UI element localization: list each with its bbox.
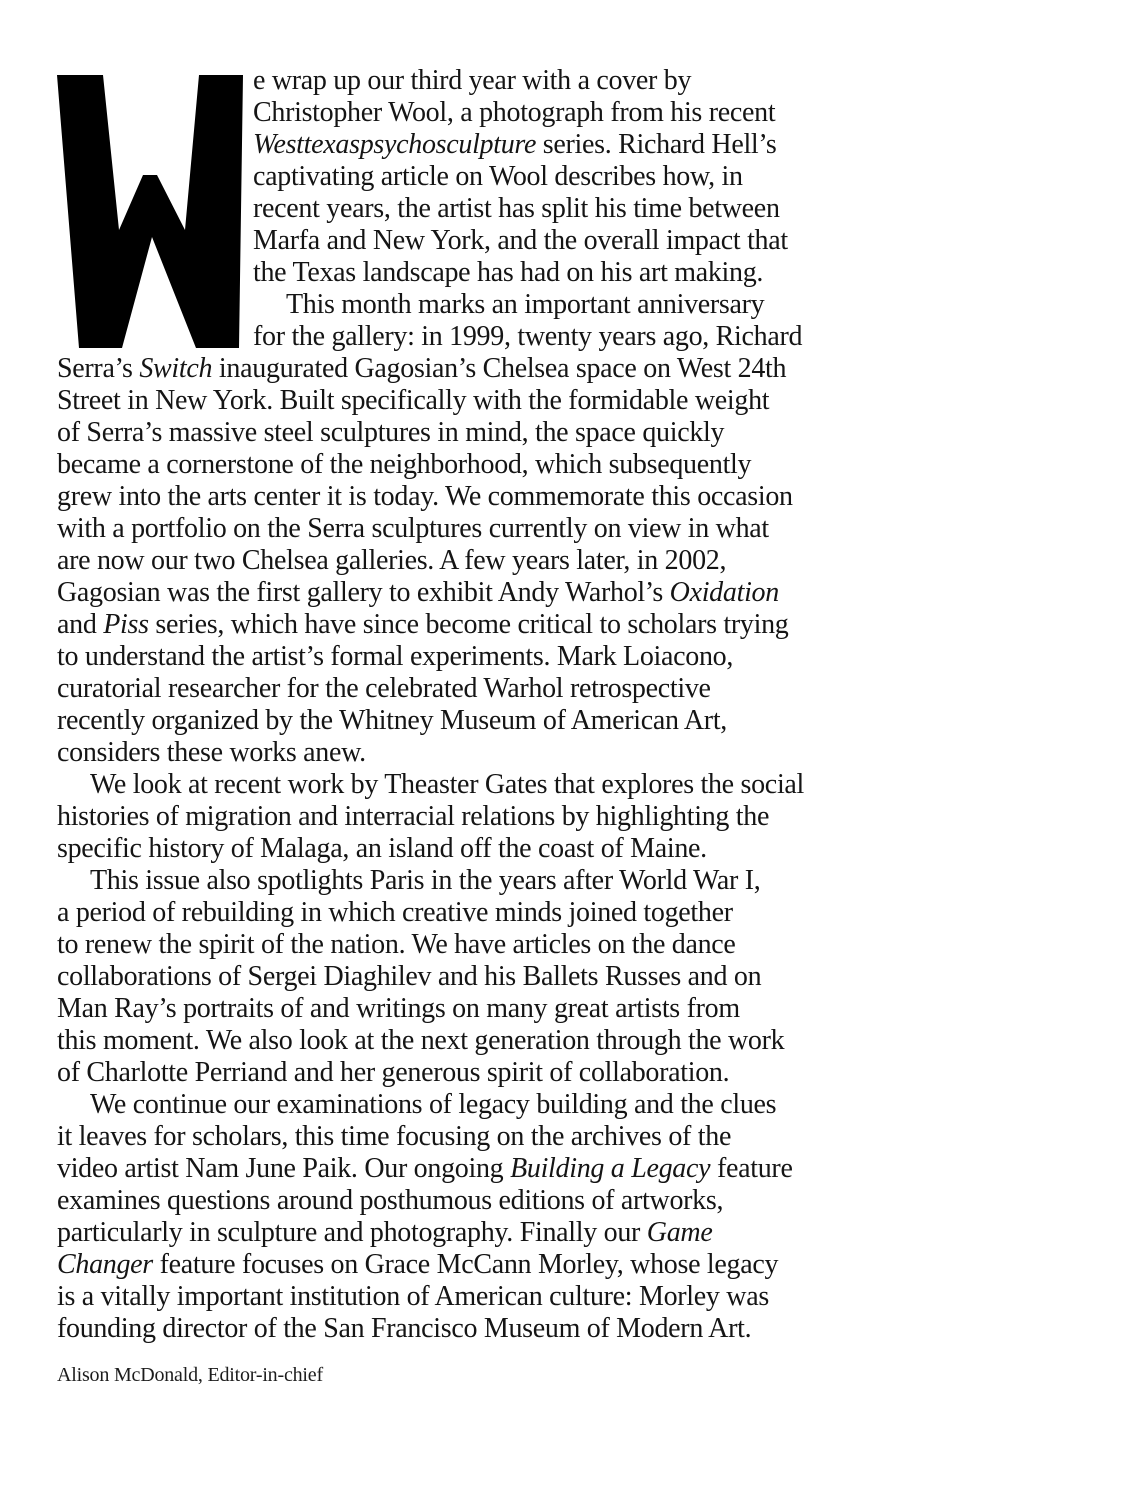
text-line — [57, 1121, 877, 1153]
text-segment: to renew the spirit of the nation. We have articles on the dance — [57, 929, 736, 960]
text-line — [57, 1217, 877, 1249]
text-line — [253, 289, 877, 321]
text-segment: Man Ray’s portraits of and writings on many great artists from — [57, 993, 740, 1024]
text-line — [57, 737, 877, 769]
text-line — [57, 545, 877, 577]
text-line — [57, 481, 877, 513]
text-segment: particularly in sculpture and photography. Finally our — [57, 1217, 647, 1248]
text-line — [253, 225, 877, 257]
text-line — [57, 993, 877, 1025]
body-text-column — [57, 65, 877, 1345]
text-line — [253, 97, 877, 129]
text-line — [57, 705, 877, 737]
text-segment: examines questions around posthumous editions of artworks, — [57, 1185, 724, 1216]
text-line — [57, 865, 877, 897]
text-line — [57, 673, 877, 705]
text-line — [57, 961, 877, 993]
text-line — [253, 193, 877, 225]
text-segment: Gagosian was the first gallery to exhibit Andy Warhol’s — [57, 577, 670, 608]
text-segment: We look at recent work by Theaster Gates that explores the social — [90, 769, 805, 800]
text-segment: this moment. We also look at the next generation through the work — [57, 1025, 785, 1056]
text-segment: curatorial researcher for the celebrated Warhol retrospective — [57, 673, 711, 704]
text-line — [57, 897, 877, 929]
text-segment: Serra’s — [57, 353, 140, 384]
text-line — [57, 1281, 877, 1313]
text-segment: and — [57, 609, 104, 640]
text-segment: of Charlotte Perriand and her generous spirit of collaboration. — [57, 1057, 730, 1088]
text-segment-italic: Building a Legacy — [510, 1153, 711, 1184]
text-line — [57, 449, 877, 481]
text-segment: recent years, the artist has split his time between — [253, 193, 780, 224]
text-segment-italic: Switch — [139, 353, 213, 384]
text-line — [57, 929, 877, 961]
text-line — [57, 417, 877, 449]
text-segment: Street in New York. Built specifically with the formidable weight — [57, 385, 770, 416]
text-line — [57, 609, 877, 641]
text-segment: is a vitally important institution of American culture: Morley was — [57, 1281, 769, 1312]
text-segment-italic: Game — [646, 1217, 713, 1248]
text-segment: grew into the arts center it is today. We commemorate this occasion — [57, 481, 793, 512]
text-line — [57, 1025, 877, 1057]
text-segment: Marfa and New York, and the overall impact that — [253, 225, 788, 256]
text-line — [57, 769, 877, 801]
text-line — [253, 321, 877, 353]
text-segment: inaugurated Gagosian’s Chelsea space on West 24th — [212, 353, 787, 384]
text-line — [253, 161, 877, 193]
text-line — [57, 1185, 877, 1217]
text-segment: e wrap up our third year with a cover by — [253, 65, 692, 96]
drop-cap-letter-w — [57, 75, 243, 348]
text-segment-italic: Piss — [103, 609, 149, 640]
text-line — [57, 801, 877, 833]
text-segment: This month marks an important anniversary — [286, 289, 765, 320]
text-segment: recently organized by the Whitney Museum of American Art, — [57, 705, 728, 736]
text-segment: histories of migration and interracial relations by highlighting the — [57, 801, 770, 832]
text-line — [57, 833, 877, 865]
text-segment: series, which have since become critical to scholars trying — [148, 609, 789, 640]
text-line — [253, 257, 877, 289]
text-line — [57, 1057, 877, 1089]
text-segment: it leaves for scholars, this time focusing on the archives of the — [57, 1121, 732, 1152]
text-line — [253, 65, 877, 97]
text-line — [253, 129, 877, 161]
text-segment: are now our two Chelsea galleries. A few years later, in 2002, — [57, 545, 727, 576]
text-segment-italic: Westtexaspsychosculpture — [253, 129, 537, 160]
text-segment: the Texas landscape has had on his art making. — [253, 257, 764, 288]
text-line — [57, 1249, 877, 1281]
text-segment-italic: Changer — [57, 1249, 153, 1280]
text-segment: collaborations of Sergei Diaghilev and his Ballets Russes and on — [57, 961, 762, 992]
text-segment: of Serra’s massive steel sculptures in mind, the space quickly — [57, 417, 725, 448]
text-segment: This issue also spotlights Paris in the years after World War I, — [90, 865, 761, 896]
text-segment: considers these works anew. — [57, 737, 366, 768]
text-segment: video artist Nam June Paik. Our ongoing — [57, 1153, 511, 1184]
text-segment: feature — [710, 1153, 793, 1184]
text-segment: captivating article on Wool describes how, in — [253, 161, 743, 192]
text-line — [57, 1313, 877, 1345]
text-segment: became a cornerstone of the neighborhood, which subsequently — [57, 449, 752, 480]
text-line — [57, 385, 877, 417]
text-segment: series. Richard Hell’s — [536, 129, 777, 160]
text-segment: for the gallery: in 1999, twenty years ago, Richard — [253, 321, 803, 352]
editor-signature: Alison McDonald, Editor-in-chief — [57, 1364, 323, 1386]
text-line — [57, 1089, 877, 1121]
text-segment: a period of rebuilding in which creative minds joined together — [57, 897, 733, 928]
text-line — [57, 1153, 877, 1185]
text-line — [57, 353, 877, 385]
text-segment: feature focuses on Grace McCann Morley, whose legacy — [152, 1249, 779, 1280]
text-segment: with a portfolio on the Serra sculptures currently on view in what — [57, 513, 769, 544]
text-line — [57, 577, 877, 609]
text-segment: We continue our examinations of legacy building and the clues — [90, 1089, 777, 1120]
text-line — [57, 641, 877, 673]
text-line — [57, 513, 877, 545]
text-segment: founding director of the San Francisco Museum of Modern Art. — [57, 1313, 752, 1344]
text-segment-italic: Oxidation — [669, 577, 779, 608]
text-segment: Christopher Wool, a photograph from his recent — [253, 97, 776, 128]
text-segment: specific history of Malaga, an island off the coast of Maine. — [57, 833, 707, 864]
text-segment: to understand the artist’s formal experiments. Mark Loiacono, — [57, 641, 734, 672]
